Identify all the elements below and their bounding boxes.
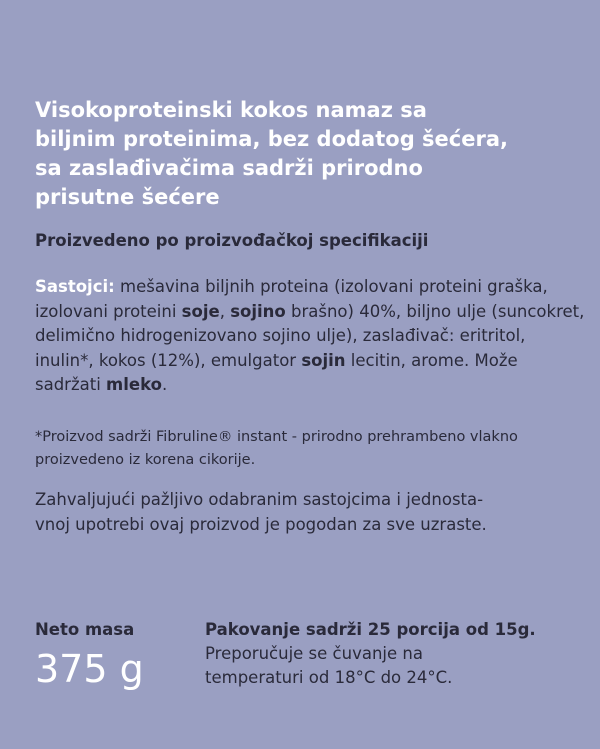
net-mass-label: Neto masa — [35, 620, 135, 639]
packaging-info — [205, 618, 585, 690]
title-line-2: biljnim proteinima, bez dodatog šećera, — [35, 127, 508, 151]
closing-line-1: Zahvaljujući pažljivo odabranim sastojcima i jednosta- — [35, 490, 484, 509]
title-line-4: prisutne šećere — [35, 185, 220, 209]
ingredients-text-1: mešavina biljnih proteina (izolovani proteini graška, izolovani proteini — [35, 277, 548, 321]
ingredients-text-4: lecitin, arome. Može sadržati — [35, 350, 518, 394]
storage-line-2: temperaturi od 18°C do 24°C. — [205, 668, 453, 687]
title-line-1: Visokoproteinski kokos namaz sa — [35, 98, 427, 122]
net-mass-value: 375 g — [35, 647, 144, 691]
portions-info: Pakovanje sadrži 25 porcija od 15g. — [205, 620, 536, 639]
product-title — [35, 96, 575, 212]
storage-line-1: Preporučuje se čuvanje na — [205, 644, 423, 663]
ingredients-text-2: , — [219, 301, 231, 321]
closing-line-2: vnoj upotrebi ovaj proizvod je pogodan za sve uzraste. — [35, 515, 487, 534]
allergen-sojin: sojin — [301, 350, 346, 370]
ingredients-text-5: . — [161, 375, 168, 394]
fibruline-footnote: *Proizvod sadrži Fibruline® instant - prirodno prehrambeno vlakno proizvedeno iz korena cikorije. — [35, 429, 518, 468]
specification-note: Proizvedeno po proizvođačkoj specifikaciji — [35, 231, 429, 250]
ingredients-paragraph — [35, 275, 585, 398]
suitability-statement — [35, 487, 580, 537]
allergen-mleko: mleko — [106, 375, 162, 394]
allergen-soje: soje — [181, 301, 220, 321]
ingredients-label: Sastojci: — [35, 277, 115, 296]
title-line-3: sa zaslađivačima sadrži prirodno — [35, 156, 423, 180]
allergen-sojino: sojino — [230, 301, 286, 321]
ingredients-text-3: brašno) 40%, biljno ulje (suncokret, delimično hidrogenizovano sojino ulje), zaslađivač: eritritol, inulin*, kokos (12%), emulgator — [35, 301, 585, 370]
